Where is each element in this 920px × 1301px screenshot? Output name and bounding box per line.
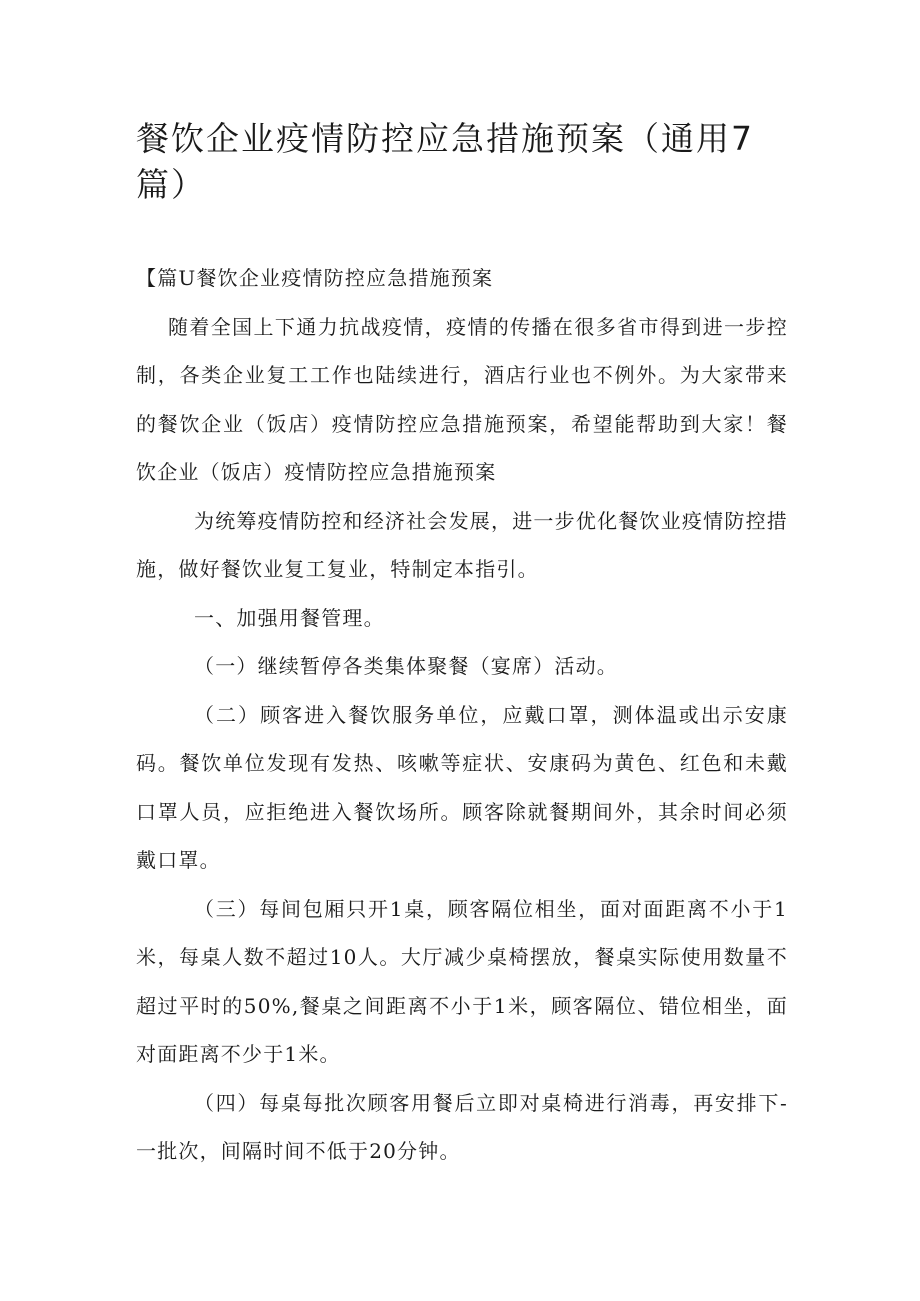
item-3-paragraph: （三）每间包厢只开1桌，顾客隔位相坐，面对面距离不小于1米，每桌人数不超过10人。大厅减少桌椅摆放，餐桌实际使用数量不超过平时的50%,餐桌之间距离不小于1米，顾客隔位、错位相坐，面对面距离不少于1米。 bbox=[136, 896, 788, 1066]
subsection-heading: 一、加强用餐管理。 bbox=[194, 605, 385, 630]
section-heading: 【篇U餐饮企业疫情防控应急措施预案 bbox=[136, 266, 494, 290]
document-title: 餐饮企业疫情防控应急措施预案（通用7篇） bbox=[136, 119, 754, 204]
item-4-paragraph: （四）每桌每批次顾客用餐后立即对桌椅进行消毒，再安排下-一批次，间隔时间不低于20分钟。 bbox=[136, 1090, 788, 1163]
intro-paragraph: 随着全国上下通力抗战疫情，疫情的传播在很多省市得到进一步控制，各类企业复工工作也陆续进行，酒店行业也不例外。为大家带来的餐饮企业（饭店）疫情防控应急措施预案，希望能帮助到大家！餐饮企业（饭店）疫情防控应急措施预案 bbox=[136, 314, 788, 484]
document-body bbox=[136, 254, 788, 1176]
item-2-paragraph: （二）顾客进入餐饮服务单位，应戴口罩，测体温或出示安康码。餐饮单位发现有发热、咳嗽等症状、安康码为黄色、红色和未戴口罩人员，应拒绝进入餐饮场所。顾客除就餐期间外，其余时间必须戴口罩。 bbox=[136, 702, 788, 872]
item-1-paragraph: （一）继续暂停各类集体聚餐（宴席）活动。 bbox=[194, 654, 618, 678]
purpose-paragraph: 为统筹疫情防控和经济社会发展，进一步优化餐饮业疫情防控措施，做好餐饮业复工复业，特制定本指引。 bbox=[136, 508, 788, 581]
